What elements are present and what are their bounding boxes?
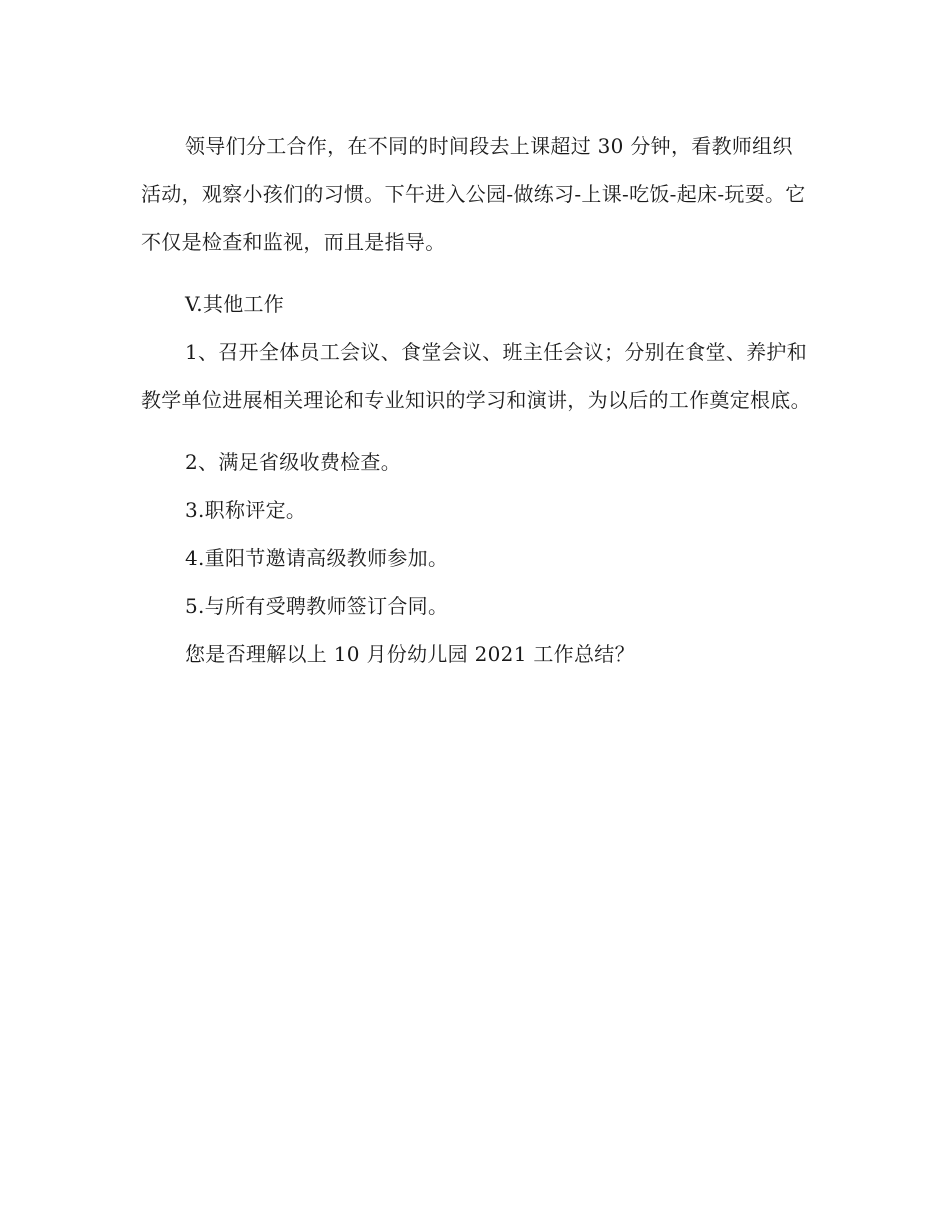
paragraph-supervision: 领导们分工合作，在不同的时间段去上课超过 30 分钟，看教师组织活动，观察小孩们的习惯。下午进入公园-做练习-上课-吃饭-起床-玩耍。它不仅是检查和监视，而且是指导。 bbox=[141, 134, 806, 254]
closing-question: 您是否理解以上 10 月份幼儿园 2021 工作总结？ bbox=[185, 642, 635, 666]
list-item-meetings: 1、召开全体员工会议、食堂会议、班主任会议；分别在食堂、养护和教学单位进展相关理论和专业知识的学习和演讲，为以后的工作奠定根底。 bbox=[141, 340, 811, 412]
list-item-contracts: 5.与所有受聘教师签订合同。 bbox=[185, 594, 449, 618]
list-item-title-evaluation: 3.职称评定。 bbox=[185, 498, 307, 522]
list-item-double-ninth: 4.重阳节邀请高级教师参加。 bbox=[185, 546, 449, 570]
list-item-fee-inspection: 2、满足省级收费检查。 bbox=[185, 450, 402, 474]
section-heading-other-work: V.其他工作 bbox=[185, 292, 285, 316]
document-body bbox=[141, 122, 811, 678]
